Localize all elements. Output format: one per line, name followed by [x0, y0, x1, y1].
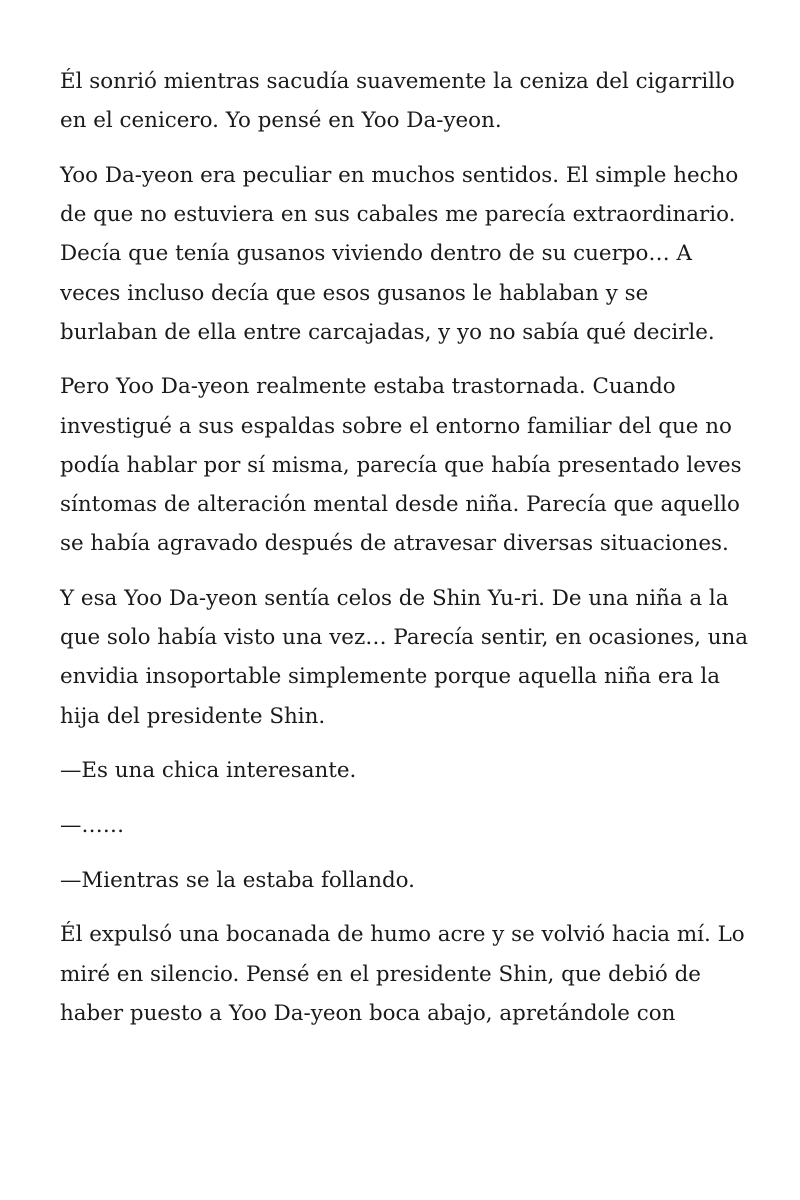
paragraph: Él expulsó una bocanada de humo acre y se volvió hacia mí. Lo miré en silencio. Pensé en el presidente Shin, que debió de haber puesto a Yoo Da-yeon boca abajo, apretándole con — [60, 922, 745, 1026]
paragraph: Pero Yoo Da-yeon realmente estaba trastornada. Cuando investigué a sus espaldas sobre el entorno familiar del que no podía hablar por sí misma, parecía que había presentado leves síntomas de alteración mental desde niña. Parecía que aquello se había agravado después de atravesar diversas situaciones. — [60, 374, 742, 557]
dialogue-line: —Mientras se la estaba follando. — [60, 867, 415, 893]
paragraph: Él sonrió mientras sacudía suavemente la ceniza del cigarrillo en el cenicero. Yo pensé en Yoo Da-yeon. — [60, 69, 735, 134]
document-page — [60, 62, 750, 1048]
paragraph: Y esa Yoo Da-yeon sentía celos de Shin Yu-ri. De una niña a la que solo había visto una vez… Parecía sentir, en ocasiones, una envidia insoportable simplemente porque aquella niña era la hija del presidente Shin. — [60, 585, 749, 729]
dialogue-line: —Es una chica interesante. — [60, 758, 357, 784]
dialogue-line: —…… — [60, 812, 125, 838]
paragraph: Yoo Da-yeon era peculiar en muchos sentidos. El simple hecho de que no estuviera en sus cabales me parecía extraordinario. Decía que tenía gusanos viviendo dentro de su cuerpo… A veces incluso decía que esos gusanos le hablaban y se burlaban de ella entre carcajadas, y yo no sabía qué decirle. — [60, 162, 739, 345]
